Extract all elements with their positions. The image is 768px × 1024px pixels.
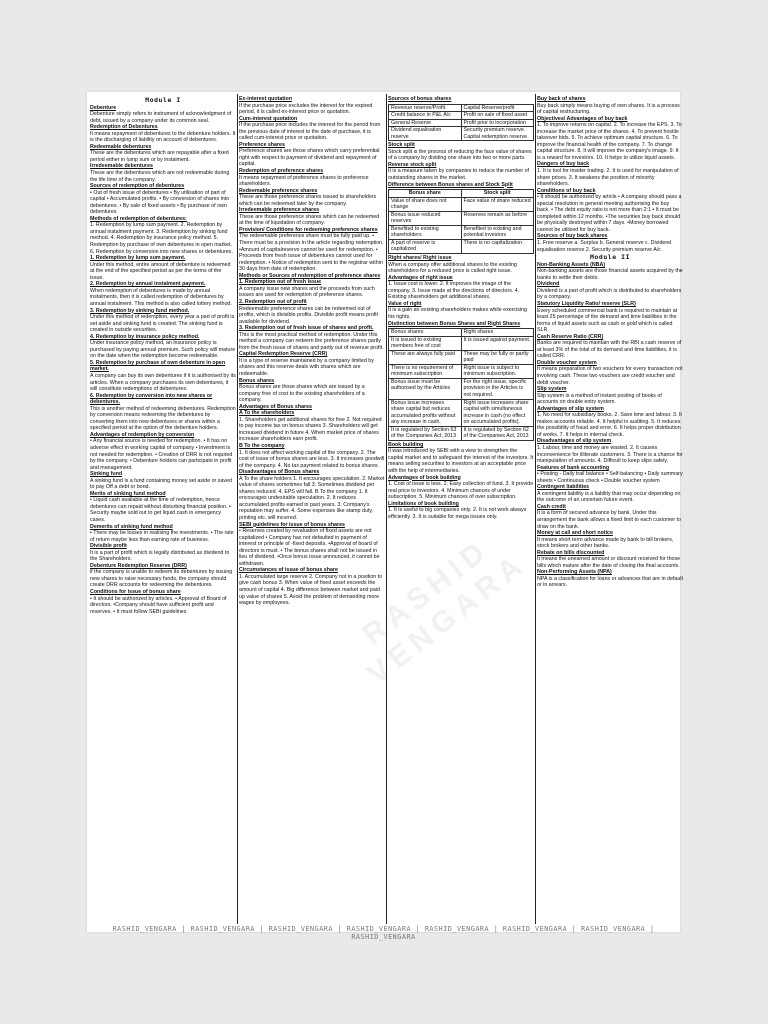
- topic-heading: Reverse stock split: [388, 161, 437, 168]
- topic-text: 1. Free reserve a. Surplus b. General reserve c. Dividend equalisation reserve 2. Security premium reserve A/c: [537, 240, 672, 253]
- topic-heading: Provision/ Conditions for redeeming preference shares: [239, 226, 378, 233]
- topic-text: Bonus shares are those shares which are issued by a company free of cost to the existing shareholders of a company.: [239, 384, 365, 404]
- topic-heading: Sources of buy back shares: [537, 233, 608, 240]
- table-row: [389, 329, 534, 337]
- table-cell: Value of share does not change: [389, 197, 462, 211]
- topic-text: This is another method of redeeming debentures. Redemption by conversion means redeeming the debentures by converting them into new debentures or shares within a specified period at the option of the debenture holders.: [90, 405, 236, 432]
- topic-heading: Debenture Redemption Reserve (DRR): [90, 562, 187, 569]
- topic-heading: 5. Redemption by purchase of own debenture in open market.: [90, 359, 226, 373]
- topic-text: If the purchase price excludes the interest for the expired period, it is called ex-interest price or quotation.: [239, 102, 373, 116]
- topic-text: Banks are required to maintain with the RBI a cash reserve of at least 3% of the total of its demand and time liabilities, it is called CRR.: [537, 340, 682, 360]
- topic-heading: Methods or Sources of redemption of preference shares: [239, 272, 381, 279]
- topic-text: 1. It is tool for insider trading. 2. It is used for manipulation of share prices. 3. It weakens the position of minority shareholders.: [537, 168, 679, 188]
- topic-text: It means repayment of debentures to the debenture holders. It is the discharging of liability on account of debentures.: [90, 130, 236, 144]
- section-heading: Sources of bonus shares: [388, 96, 452, 102]
- topic-text: Under insurance policy method, an insurance policy is purchased by paying annual premium. Such policy will mature on the date when the redemption become redeemable.: [90, 340, 236, 360]
- topic-heading: 4. Redemption by insurance policy method.: [90, 333, 200, 340]
- topic-text: It is a part of profit which is legally distributed as dividend to the Shareholders.: [90, 549, 230, 563]
- topic-text: • Reserves created by revaluation of fixed assets are not capitalized • Company has not defaulted in payment of interest or principle of -fixed deposits. •Approval of board of directors is must. • The bonus shares shall not be issued in lieu of dividend. •Once bonus issue announced, it cannot be withdrawn.: [239, 528, 380, 567]
- bonus-vs-right-table: [388, 328, 534, 441]
- column-divider: [535, 94, 536, 924]
- topic-heading: Objectives/ Advantages of buy back: [537, 115, 628, 122]
- bonus-vs-split-table: [388, 189, 534, 254]
- topic-heading: Irredeemable preference shares: [239, 207, 320, 214]
- table-cell: Reserves remain as before: [461, 211, 534, 225]
- column-2: [239, 96, 385, 922]
- topic-text: 1. It does not affect working capital of the company. 2. The cost of issue of bonus shares are less. 3. It increases goodwill of the company. 4. No tax payment related to bonus shares.: [239, 449, 385, 469]
- col3-blocks-c: [388, 442, 534, 521]
- column-3: [388, 96, 534, 922]
- topic-heading: Redeemable debentures: [90, 143, 152, 150]
- topic-heading: Contingent liabilities: [537, 484, 590, 491]
- topic-text: 1. Shareholders get additional shares for free 2. Not required to pay income tax on bonus shares 3. Shareholders will get increased dividend in future 4. When market price of shares increase shareholders earn profit.: [239, 416, 382, 443]
- table-cell: Bonus issue reduced reserves: [389, 211, 462, 225]
- table-cell: Dividend equalisation reserve: [389, 127, 462, 141]
- topic-text: A company can buy its own debentures if it is authorised by its articles. When a company purchases its own debentures, it will constitute redemptions of debentures.: [90, 372, 236, 393]
- topic-heading: Money at call and short notice: [537, 530, 613, 537]
- topic-heading: Book building: [388, 441, 424, 448]
- topic-text: It is a measure taken by companies to reduce the number of outstanding shares in the market.: [388, 168, 530, 182]
- topic-heading: Methods of redemption of debentures:: [90, 215, 187, 222]
- topic-text: Under this method, entire amount of debenture is redeemed at the end of the specified period as per the terms of the issue.: [90, 261, 231, 281]
- topic-text: 1. No need for subsidiary books. 2. Save time and labour. 3. It makes accounts reliable. 4. It helpful in auditing. 5. It reduces the possibility of fraud and error. 6. It helps proper distribution of works. 7. It helps in internal check.: [537, 412, 682, 438]
- topic-text: 1. Issue cost is lower. 2. It improves the image of the company. 3. Issue made at the directions of directors. 4. Existing shareholders get additional shares.: [388, 281, 520, 301]
- table-cell: Security premium reserve. Capital redemption reserve: [461, 127, 534, 141]
- topic-heading: Merits of sinking fund method: [90, 490, 166, 497]
- topic-text: A To the share holders 1. It encourages speculation. 2. Market value of shares sometimes fall 3. Sometimes dividend per shares reduced. 4. EPS will fall. B To the company 1. It encourages undesirable speculation. 2. It reduces accumulated profits earned in past years. 3. Company's reputation may suffer. 4. Some expenses like stamp duty, printing etc. will incurred.: [239, 475, 385, 521]
- topic-heading: Right shares/ Right issue: [388, 255, 452, 262]
- topic-heading: Circumstances of issue of bonus share: [239, 567, 338, 574]
- topic-text: It is a gain an existing shareholders makes while exercising his rights.: [388, 307, 527, 320]
- topic-text: These are the debentures which are not redeemable during the life time of the company.: [90, 170, 230, 183]
- table-cell: General Reserve: [389, 119, 462, 127]
- topic-text: 1. To improve returns on capital. 2. To increase the EPS. 3. To increase the market price of the shares. 4. To prevent hostile takeover bids. 5. To achieve optimum capital structure. 6. To improve the financial health of the company. 7. To change capital structure. 8. It will improve the company's image. 9. It is a reward for investors. 10. It helps to utilize liquid assets.: [537, 122, 682, 161]
- topic-text: Redeemable preference shares can be redeemed out of profits, which is divisible profits. Divisible profit means profit available for dividend.: [239, 305, 378, 325]
- col3-blocks-b: [388, 255, 534, 320]
- topic-text: It was introduced by SEBI with a view to strengthen the capital market and to safeguard the interest of the investors. It means selling securities to investors at an acceptable price with the help of intermediaries.: [388, 448, 534, 474]
- col4-blocks-b: [537, 262, 683, 589]
- topic-text: This is the most practical method of redemption. Under this method a company can redeem the preference shares partly from the fresh issue of shares and partly out of revenue profit.: [239, 331, 384, 351]
- topic-heading: Rebate on bills discounted: [537, 549, 605, 556]
- topic-heading: Conditions of buy back: [537, 187, 596, 194]
- table-cell: These may be fully or partly paid: [461, 350, 534, 364]
- topic-text: It is a type of reserve maintained by a company limited by shares and this reserve deals with shares which are redeemable.: [239, 357, 374, 377]
- topic-heading: A To the shareholders: [239, 410, 295, 417]
- topic-heading: Dividend: [537, 281, 560, 288]
- table-row: [389, 378, 534, 399]
- topic-heading: Cum-interest quotation: [239, 115, 298, 122]
- topic-heading: Sources of redemption of debentures: [90, 183, 185, 190]
- topic-heading: 3. Redemption out of fresh issue of shares and profit.: [239, 325, 374, 332]
- topic-text: • Any financial source is needed for redemption. • It has no adverse effect in working capital of company • Investment is not needed for redemption. • Creation of DRR is not required by the company. • Debenture holders can participate in profit and management.: [90, 438, 233, 471]
- topic-heading: Disadvantages of slip system: [537, 438, 612, 445]
- topic-text: 1. It is useful to big companies only. 2. It is not work always efficiently. 3. It is suitable for mega issues only.: [388, 507, 527, 520]
- topic-heading: Slip system: [537, 386, 567, 393]
- topic-heading: Capital Redemption Reserve (CRR): [239, 351, 328, 358]
- topic-text: It is a form of secured advance by bank. Under this arrangement the bank allows a fixed limit to each customer to draw on the bank.: [537, 510, 681, 530]
- col2-blocks: [239, 96, 385, 607]
- topic-text: When redemption of debentures is made by annual instalments, then it is called redemption of debentures by annual instalment. This method is also called lottery method.: [90, 287, 232, 307]
- topic-text: These are those preference shares issued to shareholders which can be redeemed later by the company.: [239, 194, 377, 207]
- topic-heading: Redemption of Debentures: [90, 124, 158, 131]
- table-cell: It is issued against payment.: [461, 336, 534, 350]
- topic-heading: 2. Redemption out of profit: [239, 298, 307, 305]
- topic-heading: Stock split: [388, 142, 415, 149]
- topic-heading: Non-Performing Assets (NPA): [537, 569, 612, 576]
- table-cell: Benefited to existing shareholders: [389, 225, 462, 239]
- table-row: [389, 239, 534, 253]
- table-cell: It is issued to existing members free of cost: [389, 336, 462, 350]
- topic-text: A contingent liability is a liability that may occur depending on the outcome of an uncertain future event.: [537, 490, 681, 504]
- section-heading: Difference between Bonus shares and Stock Split: [388, 181, 513, 188]
- table-cell: Profit on sale of fixed asset: [461, 112, 534, 120]
- table-cell: Bonus shares: [389, 329, 462, 337]
- topic-heading: Advantages of Bonus shares: [239, 403, 312, 410]
- topic-text: Dividend is a part of profit which is distributed to shareholders by a company.: [537, 287, 682, 301]
- col1-blocks: [90, 105, 236, 616]
- module-heading: Module I: [145, 96, 181, 104]
- table-cell: There is no capitalization: [461, 239, 534, 253]
- table-cell: Benefited to existing and potential investors: [461, 225, 534, 239]
- table-cell: Face value of share reduced: [461, 197, 534, 211]
- topic-text: Preference shares are those shares which carry preferential right with respect to payment of dividend and repayment of capital.: [239, 148, 380, 168]
- table-cell: A part of reserve is capitalized: [389, 239, 462, 253]
- table-row: [389, 119, 534, 127]
- table-row: [389, 350, 534, 364]
- topic-text: • It should be authorized by articles. • Approval of Board of directors. •Company should have sufficient profit and reserves. • It must follow SEBI guidelines: [90, 595, 227, 615]
- topic-text: When a company offer additional shares to the existing shareholders for a reduced price is called right issue.: [388, 261, 517, 275]
- table-row: [389, 426, 534, 440]
- topic-heading: Double voucher system: [537, 359, 597, 366]
- topic-heading: Redeemable preference shares: [239, 187, 318, 194]
- table-row: [389, 211, 534, 225]
- topic-heading: Advantages of redemption by conversion: [90, 431, 195, 438]
- table-cell: It is regulated by Section 62 of the Companies Act, 2013: [461, 426, 534, 440]
- topic-text: if the company is unable to redeem its debentures by issuing new shares to raise necessary funds, the company should create DRR accounts for redeeming the debentures.: [90, 569, 233, 589]
- table-cell: Capital Reserve/profit: [461, 104, 534, 112]
- topic-heading: Advantages of book building: [388, 474, 461, 481]
- topic-heading: 1. Redemption by lump sum payment.: [90, 255, 186, 262]
- table-cell: There is no requirement of minimum subscription: [389, 364, 462, 378]
- topic-heading: B To the company: [239, 442, 285, 449]
- section-heading: Distinction between Bonus Shares and Right Shares: [388, 320, 521, 327]
- table-cell: Revenue reserve/Profit: [389, 104, 462, 112]
- topic-heading: Ex-interest quotation: [239, 96, 292, 102]
- table-row: [389, 364, 534, 378]
- topic-heading: Irredeemable debentures: [90, 163, 153, 170]
- table-row: [389, 104, 534, 112]
- watermark-text: RASHID VENGARA: [356, 532, 533, 692]
- table-cell: These are always fully paid: [389, 350, 462, 364]
- topic-text: Debenture simply refers to instrument of acknowledgment of debt, issued by a company under its common seal.: [90, 111, 232, 124]
- topic-heading: Conditions for issue of bonus share: [90, 589, 181, 596]
- topic-text: It means short term advance made by bank to bill brokers, stock brokers and other banks.: [537, 536, 674, 550]
- topic-heading: Buy back of shares: [537, 96, 586, 102]
- topic-text: If the purchase price includes the interest for the period from the previous date of interest to the date of purchase, it is called cum-interest price or quotation.: [239, 122, 381, 142]
- topic-text: • Posting - Daily trail balance • Self-balancing • Daily summary sheets • Continuous check • Double voucher system: [537, 471, 683, 484]
- topic-heading: Non-Banking Assets (NBA): [537, 261, 606, 268]
- table-cell: Right issue is subject to minimum subscription.: [461, 364, 534, 378]
- topic-heading: Advantages of right issue: [388, 274, 453, 281]
- module-heading: Module II: [589, 253, 631, 262]
- topic-heading: Advantages of slip system: [537, 405, 604, 412]
- topic-heading: Cash Reserve Ratio (CRR): [537, 333, 604, 340]
- topic-text: Stock split is the process of reducing the face value of shares of a company by dividing one share into two or more parts.: [388, 148, 532, 162]
- topic-heading: SEBI guidelines for issue of bonus shares: [239, 521, 345, 528]
- topic-heading: Dangers of buy back: [537, 161, 590, 168]
- table-row: [389, 127, 534, 141]
- topic-heading: 3. Redemption by sinking fund method.: [90, 307, 190, 314]
- table-row: [389, 336, 534, 350]
- topic-text: A company issue new shares and the proceeds from such issues are used for redemption of preference shares.: [239, 285, 375, 299]
- table-row: [389, 112, 534, 120]
- topic-text: Every scheduled commercial bank is required to maintain at least 25 percentage of the demand and time liabilities in the forms of liquid assets such as cash or gold which is called SLR.: [537, 307, 678, 334]
- topic-text: NPA is a classification for loans or advances that are in default or in arrears.: [537, 575, 683, 589]
- column-divider: [237, 94, 238, 924]
- topic-text: 1. Accumulated large reserve 2. Company not in a position to give cash bonus 3. When value of fixed asset exceeds the amount of capital 4. Big difference between market and paid up value of shares 5. Avoid the problem of demanding more wages by employees.: [239, 573, 383, 607]
- col3-blocks-a: [388, 142, 534, 181]
- column-divider: [386, 94, 387, 924]
- topic-text: These are the debentures which are repayable after a fixed period either in lump sum or by instalment.: [90, 150, 229, 163]
- topic-text: A sinking fund is a fund containing money set aside or saved to pay Off a debt or bond.: [90, 477, 232, 491]
- footer-credit: RASHID_VENGARA | RASHID_VENGARA | RASHID_VENGARA | RASHID_VENGARA | RASHID_VENGARA | RASHID_VENGARA | RASHID_VENGARA | RASHID_VENGARA: [112, 925, 655, 941]
- topic-text: Slip system is a method of instant posting of books of accounts on double entry system.: [537, 392, 662, 406]
- topic-text: The redeemable preference share must be fully paid up. • There must be a provision in the article regarding redemption. •Amount of capitalreserve cannot be used for redemption. • Proceeds from fresh issue of debentures cannot used for redemption. • Notice of redemption sent to the registrar within 30 days from date of redemption.: [239, 233, 384, 273]
- topic-heading: Features of bank accounting: [537, 464, 610, 471]
- topic-text: It means the unearned amount or discount received for those bills which mature after the date of closing the final accounts.: [537, 556, 681, 569]
- table-cell: Bonus issue must be authorised by the Articles: [389, 378, 462, 399]
- topic-heading: Statutory Liquidity Ratio/ reserve (SLR): [537, 300, 636, 307]
- topic-text: It means preparation of two vouchers for every transaction not involving cash. These two vouchers are credit voucher and debit voucher.: [537, 366, 683, 386]
- topic-heading: Bonus shares: [239, 377, 275, 384]
- topic-heading: 2. Redemption by annual instalment payment.: [90, 281, 206, 288]
- topic-text: These are those preference shares which can be redeemed at the time of liquidation of company.: [239, 213, 380, 227]
- topic-heading: 1. Redemption out of fresh issue: [239, 279, 322, 286]
- col4-blocks-a: [537, 96, 683, 253]
- topic-text: • Liquid cash available at the time of redemption, hence debentures can repaid without disturbing financial position. • Security maybe sold out to get liquid cash in emergency cases.: [90, 497, 231, 523]
- sources-table: [388, 104, 534, 142]
- document-page: [87, 92, 683, 941]
- topic-text: • It should be authorized by article • A company should pass a special resolution in general meeting authorising the buy back. • The debt equity ratio is not more than 2:1 • It must be completed within 12 months. •The securities buy back should be physically destroyed within 7 days. •Money borrowed cannot be utilized for buy back.: [537, 194, 682, 233]
- table-cell: For the right issue, specific provision in the Articles is not required.: [461, 378, 534, 399]
- topic-heading: Debenture: [90, 104, 117, 111]
- topic-heading: Limitations of book building: [388, 500, 459, 507]
- table-cell: Right issue increases share capital with simultaneous increase in cash (no effect on accumulated profits).: [461, 399, 534, 426]
- topic-text: Buy back simply means buying of own shares. It is a process of capital restructuring.: [537, 102, 680, 116]
- column-4: [537, 96, 683, 922]
- table-row: [389, 197, 534, 211]
- topic-text: 1. Cost of issue is less. 2. Easy collection of fund. 3. It provide real price to investors. 4. Minimum chances of under subscription. 5. Minimum chances of over subscription.: [388, 481, 534, 501]
- table-cell: Right shares: [461, 329, 534, 337]
- topic-text: It means repayment of preference shares to preference shareholders.: [239, 174, 369, 188]
- topic-text: Under this method of redemption, every year a part of profit is set aside and sinking fund is created. The sinking fund is created in outside securities.: [90, 314, 235, 334]
- table-header: Bonus share: [389, 190, 462, 198]
- topic-text: • Out of fresh issue of debentures • By utilisation of part of capital • Accumulated profits. • By conversion of shares into debentures. • By sale of fixed assets • By purchase of own debentures: [90, 189, 230, 216]
- topic-heading: Redemption of preference shares: [239, 168, 324, 175]
- column-1: [90, 96, 236, 922]
- table-header: Stock split: [461, 190, 534, 198]
- topic-heading: Value of right: [388, 300, 422, 307]
- topic-heading: Sinking fund: [90, 471, 123, 478]
- topic-heading: Preference shares: [239, 141, 285, 148]
- table-row: [389, 399, 534, 426]
- topic-text: Non-banking assets are those financial assets acquired by the banks to settle their debts.: [537, 268, 683, 281]
- topic-heading: Demerits of sinking fund method: [90, 523, 173, 530]
- topic-heading: Divisible profit: [90, 543, 127, 550]
- table-cell: It is regulated by Section 63 of the Companies Act, 2013: [389, 426, 462, 440]
- topic-heading: 6. Redemption by conversion into new shares or debentures.: [90, 392, 213, 406]
- table-cell: Bonus issue increases share capital but reduces accumulated profits without any increase in cash.: [389, 399, 462, 426]
- topic-heading: Disadvantages of Bonus shares: [239, 469, 320, 476]
- topic-text: 1. Redemption by lump sum payment. 2. Redemption by annual instalment payment. 3. Redemption by sinking fund method. 4. Redemption by insurance policy method. 5. Redemption by purchase of own debentures in open market. 6. Redemption by conversion into new shares or debentures.: [90, 222, 233, 255]
- table-cell: Profit prior to incorporation: [461, 119, 534, 127]
- topic-text: 1. Labour, time and money are wasted. 2. It causes inconvenience for illiterate customers. 3. There is a chance for manipulation of amounts. 4. Difficult to keep slips safely.: [537, 444, 683, 465]
- table-row: [389, 225, 534, 239]
- topic-text: • There may be losses in realising the investments. • The rate of return maybe less than earning rate of business.: [90, 530, 234, 543]
- topic-heading: Cash credit: [537, 503, 566, 510]
- table-cell: Credit balance in P&L A/c: [389, 112, 462, 120]
